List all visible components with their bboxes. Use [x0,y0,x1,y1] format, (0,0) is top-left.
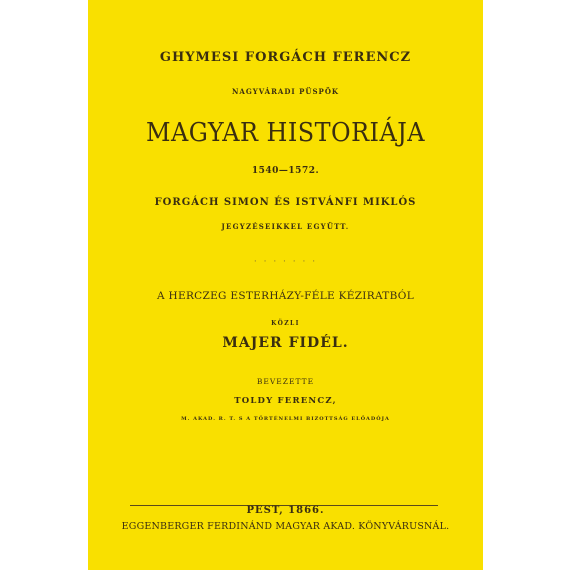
ornament-divider: · · · · · · · [253,257,318,267]
manuscript-source: A HERCZEG ESTERHÁZY-FÉLE KÉZIRATBÓL [157,290,414,302]
introduction-label: BEVEZETTE [256,377,315,386]
publisher-line: EGGENBERGER FERDINÁND MAGYAR AKAD. KÖNYVÁRUSNÁL. [121,521,450,532]
notes-line: JEGYZÉSEIKKEL EGYÜTT. [221,222,350,231]
commentators: FORGÁCH SIMON ÉS ISTVÁNFI MIKLÓS [154,197,417,208]
date-range: 1540—1572. [251,166,320,176]
author-name: GHYMESI FORGÁCH FERENCZ [159,50,412,65]
introduction-author-role: M. AKAD. R. T. S A TÖRTÉNELMI BIZOTTSÁG ELŐADÓJA [181,416,390,422]
communicated-by-label: KÖZLI [271,320,300,327]
book-cover [88,0,483,570]
author-role: NAGYVÁRADI PÜSPÖK [231,87,340,96]
book-title: MAGYAR HISTORIÁJA [146,118,425,148]
editor-name: MAJER FIDÉL. [222,335,349,351]
place-and-year: PEST, 1866. [246,505,325,516]
introduction-author: TOLDY FERENCZ, [234,396,337,406]
